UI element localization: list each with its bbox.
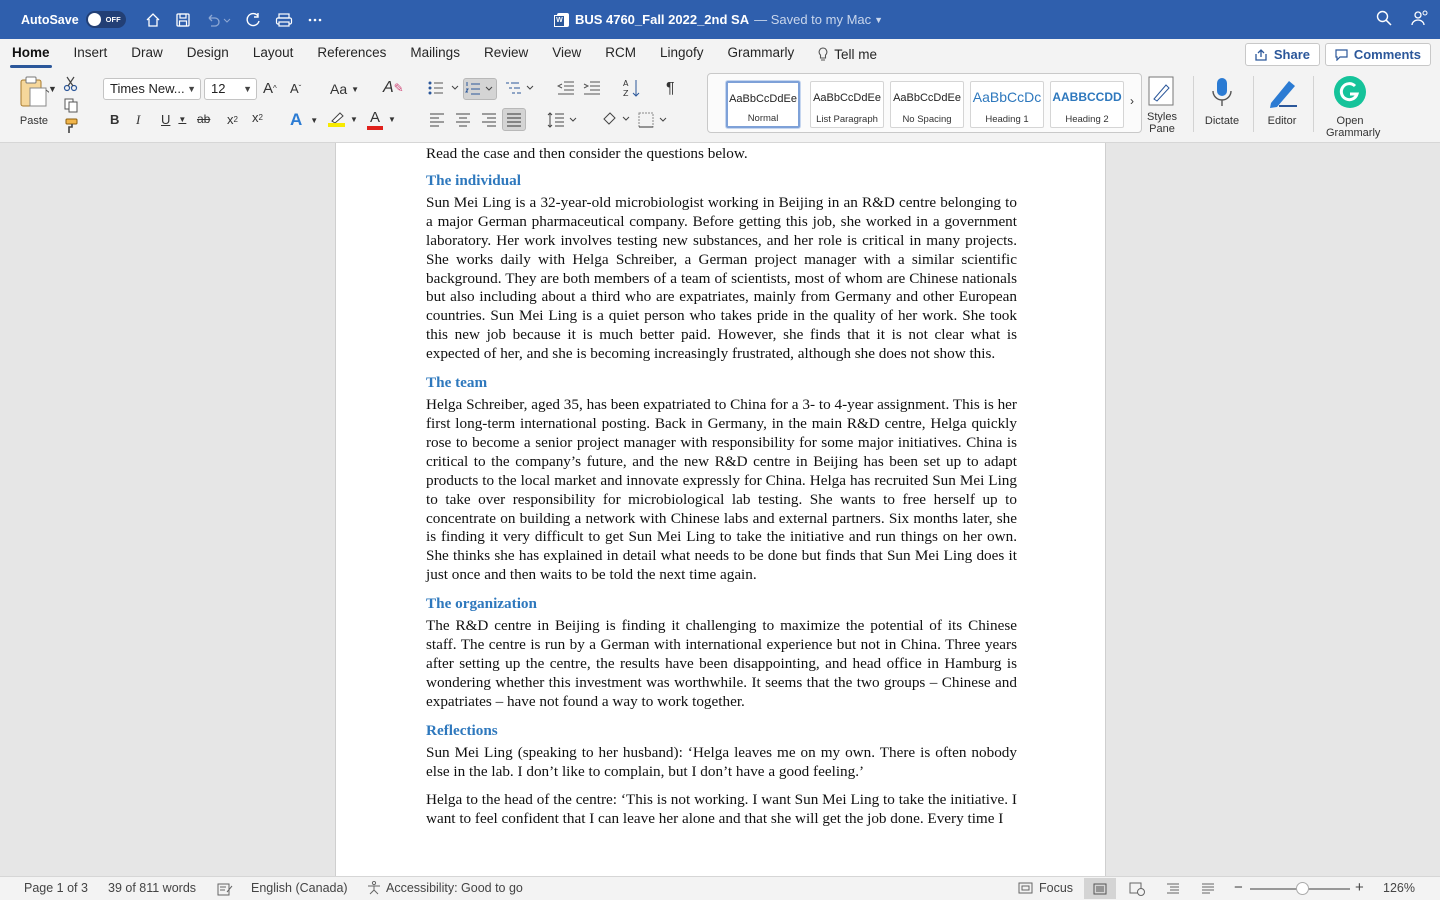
style-heading-2[interactable]: AABBCCDD Heading 2 [1050,81,1124,128]
numbering-button[interactable] [463,78,497,100]
body-paragraph: Helga Schreiber, aged 35, has been expatriated to China for a 3- to 4-year assignment. This is her first long-term international posting. Back in Germany, in the main R&D centre, Helga quickly rose to become a senior project manager with responsibility for some major initiatives. China is critical to the company’s future, and the new R&D centre in Beijing has been set up to adapt products to the local market and innovate expressly for China. Helga has recruited Sun Mei Ling to take over responsibility for microbiological lab testing. She wants to free herself up to concentrate on building a network with Chinese labs and external partners. Six months later, she is finding it very difficult to get Sun Mei Ling to take the initiative and run things on her own. She thinks she has explained in detail what needs to be done but finds that Sun Mei Ling does it just once and then waits to be told the next time again. [426,396,1017,584]
tab-insert[interactable]: Insert [73,45,108,60]
strikethrough-button[interactable]: ab [197,112,211,126]
accessibility-checker[interactable]: Accessibility: Good to go [367,881,523,895]
body-paragraph: Helga to the head of the centre: ‘This is not working. I want Sun Mei Ling to take the initiative. I want to feel confident that I can leave her alone and that she will get the job done. Every time I [426,791,1017,828]
outline-view-icon[interactable] [1166,883,1180,895]
align-left-icon[interactable] [429,113,445,127]
style-heading-1[interactable]: AaBbCcDc Heading 1 [970,81,1044,128]
word-doc-icon [557,13,569,27]
styles-pane-button[interactable]: Styles Pane [1144,75,1180,135]
change-case-button[interactable]: Aa ▼ [330,81,360,97]
font-size-select[interactable]: 12 ▼ [204,78,257,100]
chevron-down-icon: ▼ [874,14,884,25]
section-heading: The individual [426,171,521,189]
tab-view[interactable]: View [552,45,582,60]
justify-button[interactable] [502,108,526,131]
more-icon[interactable] [307,12,323,28]
body-paragraph: Sun Mei Ling is a 32-year-old microbiologist working in Beijing in an R&D centre belonging to a major German pharmaceutical company. Before getting this job, she worked in a government laboratory. Her work involves testing new substances, and her role is critical in many projects. She works daily with Helga Schreiber, a German project manager with a similar scientific background. They are both members of a team of scientists, most of whom are Chinese nationals but also including about a third who are expatriates, mainly from Germany and other European countries. Sun Mei Ling is a quiet person who takes pride in the quality of her work. She took this new job because it is much better paid. However, she finds that it is not clear what is expected of her, and she is becoming increasingly frustrated, although she does not show this. [426,193,1017,363]
underline-button[interactable]: U ▼ [161,112,187,127]
style-normal[interactable]: AaBbCcDdEe Normal [726,81,800,128]
tab-design[interactable]: Design [186,45,229,60]
editor-pen-icon [1265,75,1299,109]
ribbon-separator [1253,76,1254,132]
increase-indent-icon[interactable] [583,81,601,95]
title-bar [0,0,1440,39]
accessibility-icon [367,881,382,895]
clipboard-icon [19,76,49,108]
subscript-button[interactable]: x 2 [227,112,238,127]
ribbon-separator [1193,76,1194,132]
autosave-label: AutoSave [21,12,79,27]
doc-name: BUS 4760_Fall 2022_2nd SA [574,12,750,27]
ribbon-separator [1313,76,1314,132]
autosave-toggle[interactable]: OFF [86,11,126,28]
show-formatting-button[interactable]: ¶ [666,80,675,97]
home-ribbon [0,70,1440,143]
font-color-dropdown[interactable]: ▼ [388,115,396,124]
tab-draw[interactable]: Draw [131,45,163,60]
microphone-icon [1206,75,1238,109]
font-name-select[interactable]: Times New... ▼ [103,78,201,100]
section-heading: Reflections [426,721,498,739]
document-canvas [0,143,1440,876]
clear-formatting-button[interactable]: A ✎ [383,79,404,96]
line-spacing-icon[interactable] [547,112,579,128]
redo-icon[interactable] [245,12,261,28]
svg-text:Z: Z [623,89,629,98]
zoom-level[interactable]: 126% [1383,881,1415,895]
format-painter-icon[interactable] [63,118,79,134]
tab-lingofy[interactable]: Lingofy [660,45,704,60]
word-count[interactable]: 39 of 811 words [108,881,197,895]
highlighter-icon [329,110,345,123]
highlight-color-button[interactable] [328,110,345,127]
page-count[interactable]: Page 1 of 3 [24,881,88,895]
print-layout-view-button[interactable] [1084,878,1116,899]
document-body[interactable] [426,143,1017,838]
zoom-in-button[interactable]: + [1355,879,1364,896]
body-paragraph: Sun Mei Ling (speaking to her husband): ‘Helga leaves me on my own. There is often nobody else in the lab. I don’t like to complain, but I don’t have a good feeling.’ [426,743,1017,780]
copy-icon[interactable] [63,97,79,113]
sort-icon[interactable] [622,78,642,98]
paste-button[interactable]: Paste [14,76,54,127]
account-icon[interactable] [1410,10,1428,26]
proofing-icon[interactable] [217,883,233,896]
tab-references[interactable]: References [317,45,387,60]
ribbon-tabs [0,39,1440,70]
tab-layout[interactable]: Layout [252,45,294,60]
print-icon[interactable] [275,12,293,28]
save-icon[interactable] [175,12,191,28]
undo-icon[interactable] [205,12,231,28]
superscript-button[interactable]: x 2 [252,110,263,125]
comments-button[interactable]: Comments [1325,43,1431,66]
zoom-slider-handle[interactable] [1296,882,1309,895]
styles-gallery [707,73,1142,133]
italic-button[interactable]: I [136,112,141,127]
tab-review[interactable]: Review [483,45,529,60]
tell-me-search[interactable]: Tell me [806,39,889,70]
intro-paragraph: Read the case and then consider the questions below. [426,145,748,162]
editor-button[interactable]: Editor [1262,75,1302,127]
style-no-spacing[interactable]: AaBbCcDdEe No Spacing [890,81,964,128]
print-layout-icon [1093,883,1107,895]
dictate-button[interactable]: Dictate [1202,75,1242,127]
comment-icon [1335,49,1348,61]
numbering-icon [465,82,495,96]
style-list-paragraph[interactable]: AaBbCcDdEe List Paragraph [810,81,884,128]
lightbulb-icon [818,47,828,62]
shading-icon[interactable] [601,111,633,127]
cut-icon[interactable] [63,76,79,92]
document-page[interactable] [335,143,1106,876]
share-icon [1255,49,1268,61]
chevron-right-icon[interactable]: › [1130,94,1134,108]
grow-font-button[interactable]: A ^ [263,80,277,97]
section-heading: The team [426,374,488,392]
open-grammarly-button[interactable]: Open Grammarly [1318,75,1382,139]
multilevel-list-icon[interactable] [505,81,537,95]
save-status: — Saved to my Mac [754,12,872,27]
chevron-down-icon: ▼ [187,84,196,94]
justify-icon [506,113,522,127]
decrease-indent-icon[interactable] [557,81,575,95]
language-indicator[interactable]: English (Canada) [251,881,348,895]
tab-home[interactable]: Home [0,39,62,70]
draft-view-icon[interactable] [1201,883,1215,895]
paste-dropdown[interactable]: ▼ [48,84,57,94]
font-color-button[interactable]: A [367,109,383,130]
share-button[interactable]: Share [1245,43,1320,66]
focus-icon [1018,882,1033,894]
tab-rcm[interactable]: RCM [605,45,636,60]
focus-mode-button[interactable]: Focus [1018,881,1073,895]
body-paragraph: The R&D centre in Beijing is finding it challenging to maximize the potential of its Chinese staff. The centre is run by a German with international experience but not in China. Three years after setting up the centre, the results have been disappointing, and head office in Hamburg is wondering whether this investment was worthwhile. It seems that the two groups – Chinese and expatriates – have not found a way to work together. [426,617,1017,710]
chevron-down-icon: ▼ [243,84,252,94]
svg-text:A: A [623,79,629,88]
section-heading: The organization [426,595,537,613]
search-icon[interactable] [1376,10,1392,26]
tab-mailings[interactable]: Mailings [410,45,460,60]
styles-pane-icon [1146,75,1178,107]
web-layout-icon[interactable] [1129,882,1145,896]
text-effects-button[interactable]: A ▼ [290,110,319,129]
highlight-dropdown[interactable]: ▼ [350,115,358,124]
bold-button[interactable]: B [110,112,120,127]
borders-icon[interactable] [638,112,670,128]
home-icon[interactable] [145,12,161,28]
zoom-out-button[interactable]: − [1234,879,1243,896]
status-bar [0,876,1440,900]
tab-grammarly[interactable]: Grammarly [727,45,795,60]
align-center-icon[interactable] [455,113,471,127]
align-right-icon[interactable] [481,113,497,127]
shrink-font-button[interactable]: A ˇ [290,81,302,96]
grammarly-icon [1333,75,1367,109]
bullets-icon[interactable] [428,81,462,95]
